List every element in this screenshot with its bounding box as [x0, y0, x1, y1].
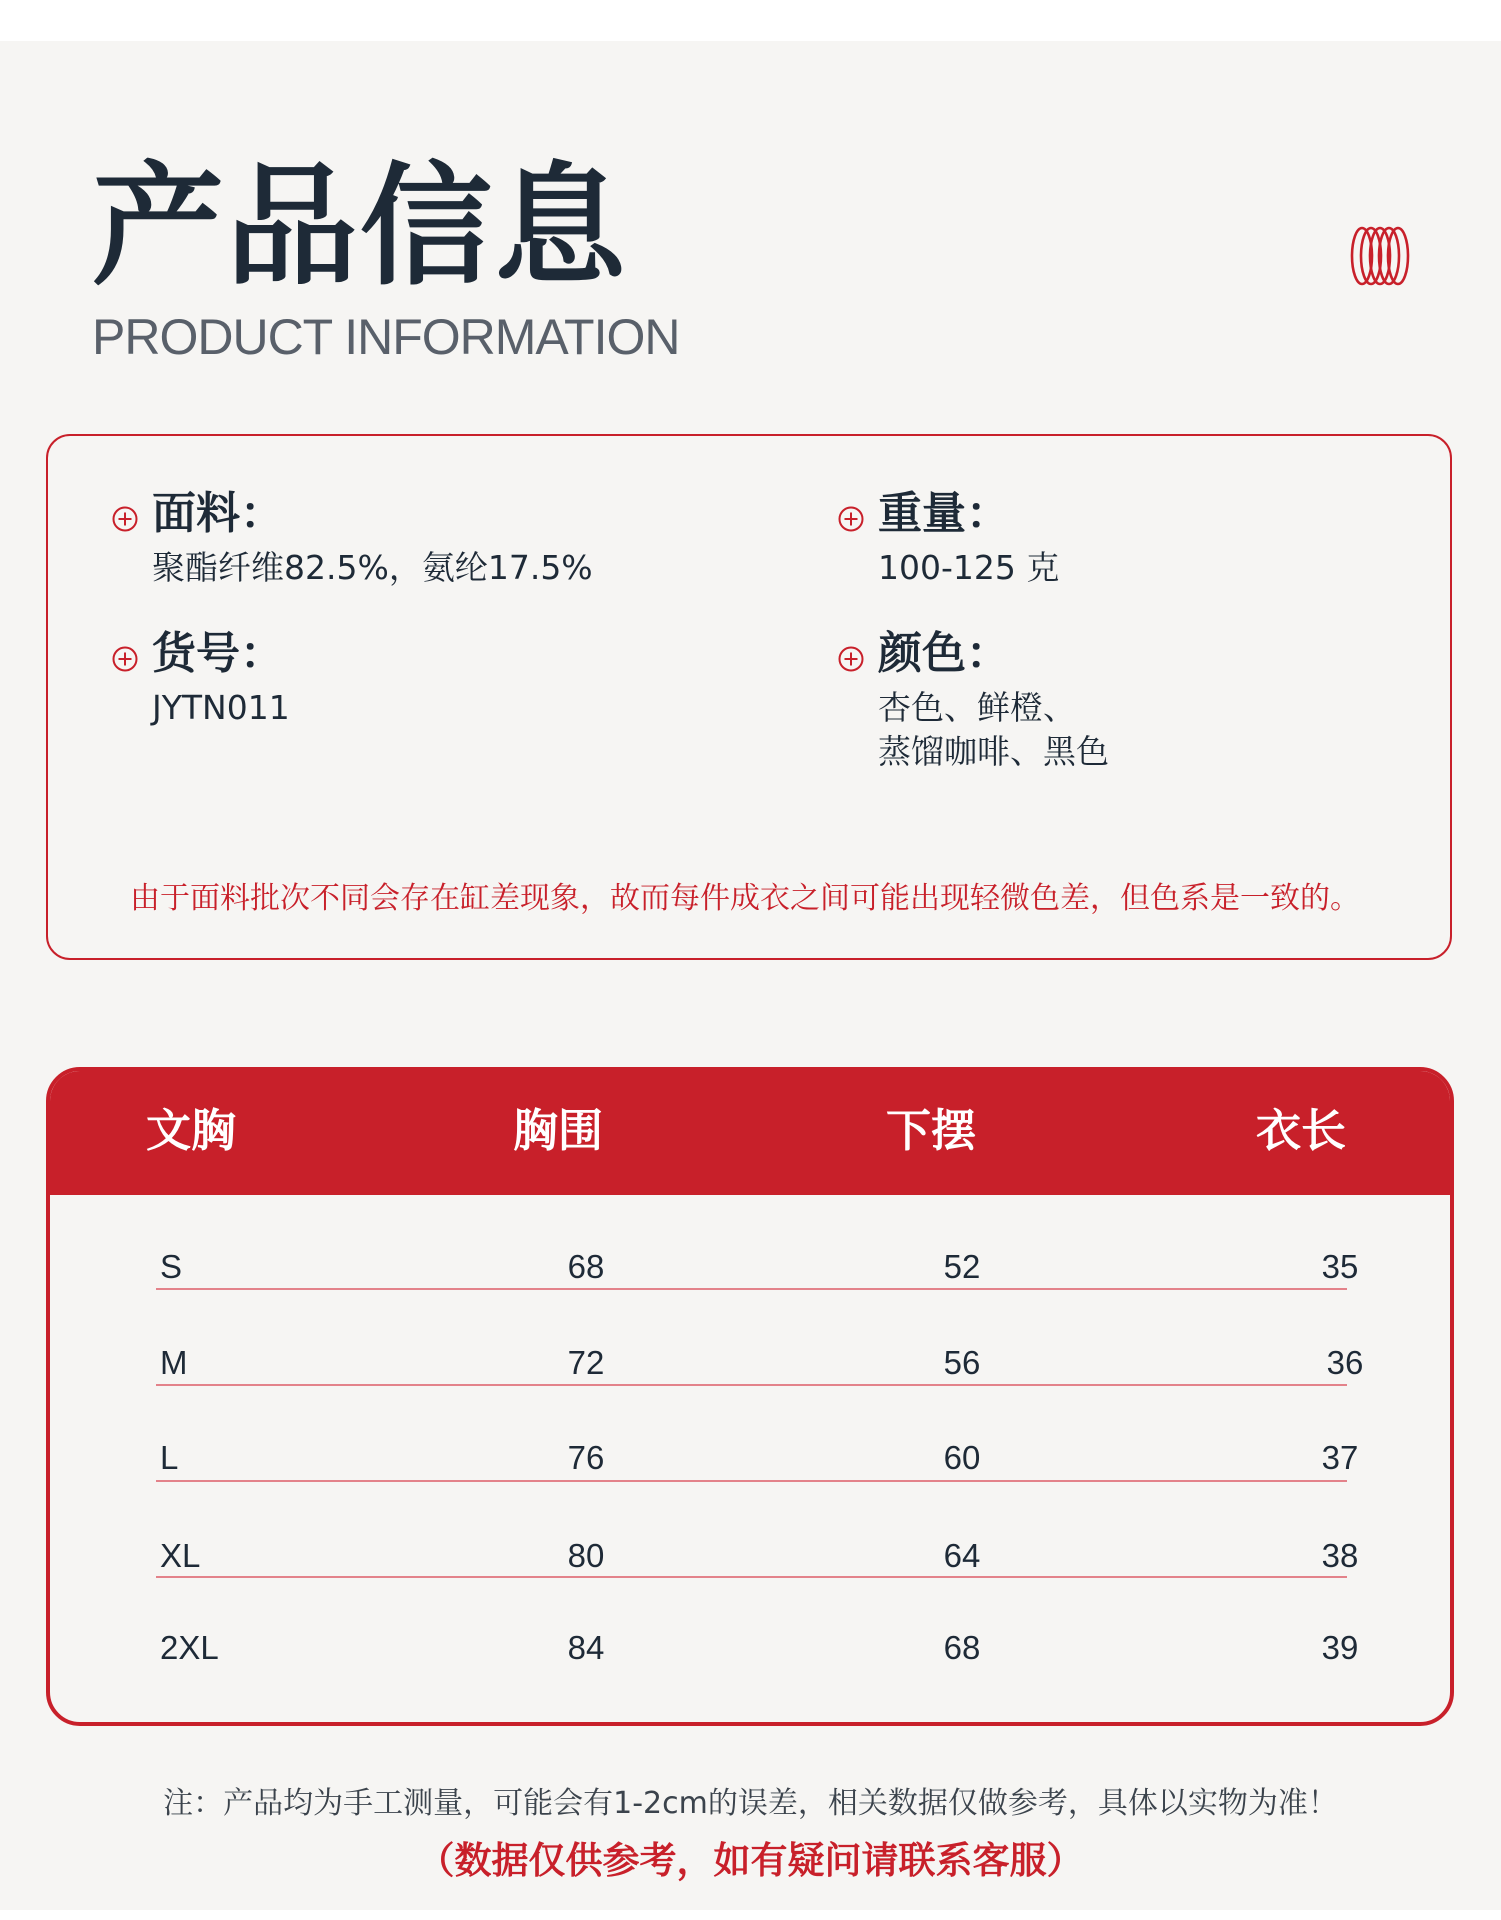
row-divider: [156, 1480, 1347, 1482]
plus-circle-icon: [112, 646, 138, 672]
header-chest: 胸围: [513, 1104, 604, 1157]
fabric-label: 面料：: [152, 488, 284, 539]
cell-hem: 56: [943, 1344, 981, 1381]
product-info-page: [0, 41, 1501, 1910]
cell-hem: 64: [943, 1537, 981, 1574]
cell-chest: 84: [567, 1629, 605, 1666]
cell-size: 2XL: [160, 1629, 219, 1666]
sku-label: 货号：: [152, 628, 284, 679]
cell-size: L: [160, 1439, 179, 1476]
color-difference-notice: 由于面料批次不同会存在缸差现象，故而每件成衣之间可能出现轻微色差，但色系是一致的。: [130, 881, 1360, 916]
cell-size: S: [160, 1248, 183, 1285]
cell-chest: 76: [567, 1439, 605, 1476]
row-divider: [156, 1576, 1347, 1578]
cell-chest: 80: [567, 1537, 605, 1574]
product-info-card: [46, 434, 1452, 960]
row-divider: [156, 1384, 1347, 1386]
cell-length: 36: [1326, 1344, 1364, 1381]
cell-hem: 60: [943, 1439, 981, 1476]
cell-size: M: [160, 1344, 188, 1381]
fabric-value: 聚酯纤维82.5%，氨纶17.5%: [152, 548, 593, 587]
header-size: 文胸: [146, 1104, 237, 1157]
table-header: [50, 1071, 1450, 1195]
size-table: [46, 1067, 1454, 1726]
cell-chest: 72: [567, 1344, 605, 1381]
page-subtitle: PRODUCT INFORMATION: [92, 309, 680, 365]
cell-length: 37: [1321, 1439, 1359, 1476]
weight-label: 重量：: [878, 488, 1010, 539]
plus-circle-icon: [838, 646, 864, 672]
cell-hem: 68: [943, 1629, 981, 1666]
cell-length: 39: [1321, 1629, 1359, 1666]
color-label: 颜色：: [878, 628, 1010, 679]
cell-length: 35: [1321, 1248, 1359, 1285]
cell-hem: 52: [943, 1248, 981, 1285]
sku-value: JYTN011: [152, 688, 290, 727]
plus-circle-icon: [838, 506, 864, 532]
plus-circle-icon: [112, 506, 138, 532]
header-hem: 下摆: [886, 1104, 977, 1157]
contact-note: （数据仅供参考，如有疑问请联系客服）: [417, 1839, 1084, 1882]
row-divider: [156, 1288, 1347, 1290]
cell-length: 38: [1321, 1537, 1359, 1574]
cell-chest: 68: [567, 1248, 605, 1285]
page-title: 产品信息: [92, 150, 628, 304]
header-length: 衣长: [1256, 1104, 1347, 1157]
rings-icon: [1348, 225, 1412, 287]
color-value-line2: 蒸馏咖啡、黑色: [878, 732, 1109, 771]
weight-value: 100-125 克: [878, 548, 1060, 587]
color-value-line1: 杏色、鲜橙、: [878, 688, 1076, 727]
measurement-note: 注：产品均为手工测量，可能会有1-2cm的误差，相关数据仅做参考，具体以实物为准！: [163, 1786, 1338, 1821]
cell-size: XL: [160, 1537, 201, 1574]
